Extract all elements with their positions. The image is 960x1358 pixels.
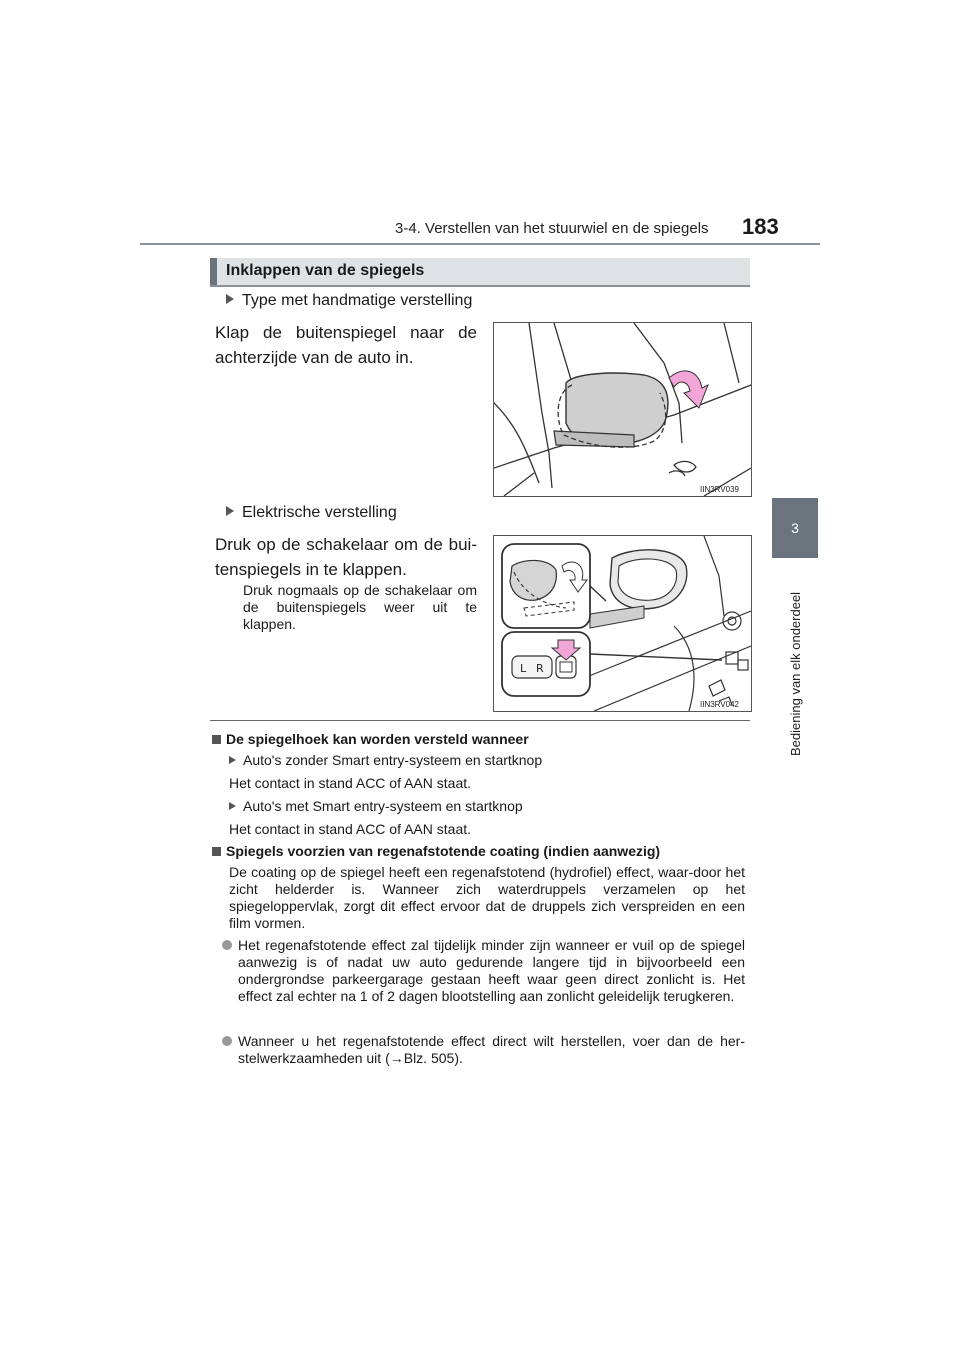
coating-bullet-1 [222, 937, 745, 1005]
angle-heading: De spiegelhoek kan worden versteld wanneer [226, 731, 529, 747]
image-code-2: IIN3RV042 [700, 700, 739, 709]
triangle-bullet-icon [229, 756, 236, 764]
chapter-title-vertical [786, 566, 806, 756]
electric-type-label: Elektrische verstelling [242, 504, 397, 521]
section-title: Inklappen van de spiegels [226, 262, 425, 279]
angle-item-2-text: Het contact in stand ACC of AAN staat. [229, 821, 472, 837]
manual-type-label-row [226, 292, 472, 310]
subsection-rule [210, 720, 750, 721]
angle-item-1-text: Het contact in stand ACC of AAN staat. [229, 775, 472, 791]
electric-mirror-drawing [494, 536, 751, 711]
coating-text: De coating op de spiegel heeft een regenafstotend (hydrofiel) effect, waar-door het zicht helderder is. Wanneer zich waterdruppels verzamelen op het spiegeloppervlak, zorgt dit effect ervoor dat de druppels zich verspreiden en een film vormen. [229, 864, 745, 931]
triangle-bullet-icon [226, 506, 234, 516]
chapter-tab: 3 [772, 498, 818, 558]
coating-heading: Spiegels voorzien van regenafstotende coating (indien aanwezig) [226, 843, 661, 859]
image-code-1: IIN3RV039 [700, 485, 739, 494]
section-heading [210, 258, 750, 287]
electric-type-instruction: Druk op de schakelaar om de bui-tenspiegels in te klappen. [215, 535, 477, 579]
section-marker [210, 258, 217, 285]
square-bullet-icon [212, 847, 221, 856]
coating-bullet-1-text: Het regenafstotende effect zal tijdelijk minder zijn wanneer er vuil op de spiegel aanwezig is of nadat uw auto gedurende langere tijd in bijvoorbeeld een ondergrondse parkeergarage gestaan heeft waar geen direct zonlicht is. Het effect zal echter na 1 of 2 dagen blootstelling aan zonlicht geleidelijk terugkeren. [238, 937, 745, 1004]
manual-type-instruction: Klap de buitenspiegel naar de achterzijde van de auto in. [215, 323, 477, 367]
switch-label-right: R [536, 662, 544, 675]
angle-item-1-label: Auto's zonder Smart entry-systeem en startknop [243, 752, 543, 768]
running-header: 3-4. Verstellen van het stuurwiel en de spiegels [395, 220, 709, 237]
coating-heading-row [212, 843, 660, 860]
coating-bullet-2 [222, 1033, 745, 1067]
circle-bullet-icon [222, 1036, 232, 1046]
page-number: 183 [742, 214, 779, 239]
electric-mirror-illustration [493, 535, 752, 712]
coating-bullet-2-text: Wanneer u het regenafstotende effect direct wilt herstellen, voer dan de her-stelwerkzaamheden uit (→Blz. 505). [238, 1033, 745, 1066]
circle-bullet-icon [222, 940, 232, 950]
electric-type-label-row [226, 504, 397, 522]
header-rule [140, 243, 820, 245]
angle-item-2-label: Auto's met Smart entry-systeem en startknop [243, 798, 523, 814]
angle-item-2-label-row [229, 798, 523, 815]
square-bullet-icon [212, 735, 221, 744]
triangle-bullet-icon [229, 802, 236, 810]
angle-heading-row [212, 731, 529, 748]
triangle-bullet-icon [226, 294, 234, 304]
manual-mirror-illustration [493, 322, 752, 497]
angle-item-1-label-row [229, 752, 542, 769]
manual-type-label: Type met handmatige verstelling [242, 292, 473, 309]
chapter-title: Bediening van elk onderdeel [788, 591, 803, 756]
switch-label-left: L [520, 662, 527, 675]
electric-type-note: Druk nogmaals op de schakelaar om de buitenspiegels weer uit te klappen. [243, 582, 477, 632]
manual-mirror-drawing [494, 323, 751, 496]
